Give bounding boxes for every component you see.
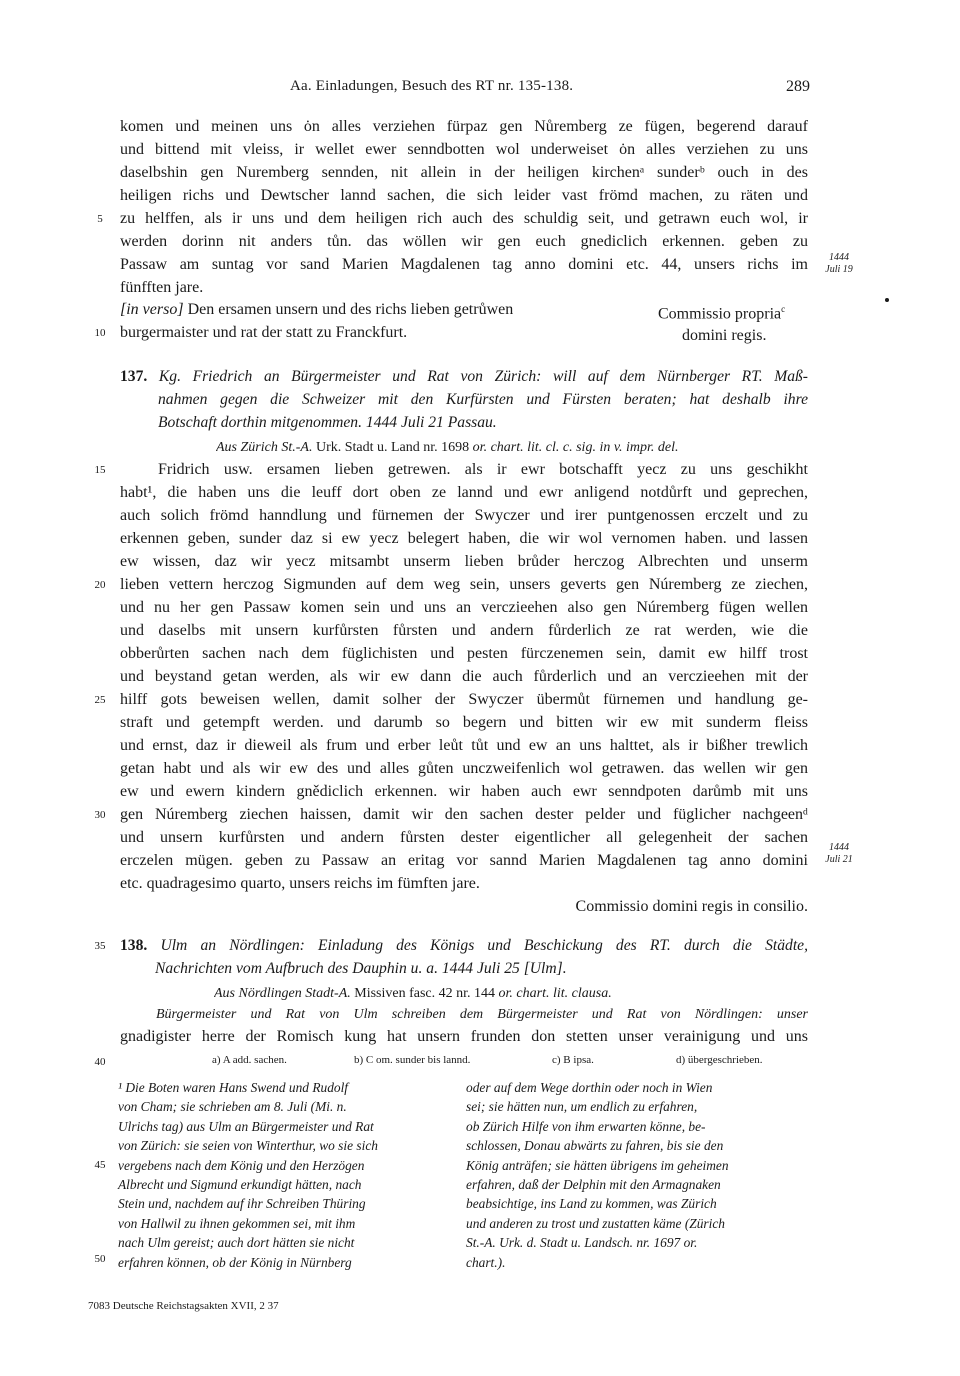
- footnote-line: Ulrichs tag) aus Ulm an Bürgermeister und Rat: [118, 1118, 374, 1134]
- source-line: [216, 440, 816, 456]
- margin-date: Juli 19: [825, 264, 853, 275]
- address-text: Den ersamen unsern und des richs lieben getrůwen: [187, 301, 514, 318]
- text-line: ew wissen, daz wir yecz mitsambt unserm lieben brůder herczog Albrechten und unserm: [120, 553, 808, 570]
- text-line: erkennen geben, sunder daz si ew yecz belegert haben, die wir wol vernomen haben. und lassen: [120, 530, 808, 547]
- text-line: und unsern kurfůrsten und andern fůrsten dester eigentlicher all gelegenheit der sachen: [120, 829, 808, 846]
- source-description: or. chart. lit. cl. c. sig. in v. impr. del.: [472, 440, 679, 455]
- footnote-line: Albrecht und Sigmund erkundigt hätten, nach: [118, 1177, 362, 1193]
- text-line: auch solich frömd hanndlung und fürnemen der Swyczer und irer puntgenossen erczelt und zu: [120, 507, 808, 524]
- margin-date-note: [814, 842, 864, 866]
- source-line: [214, 986, 814, 1002]
- line-number: 5: [97, 213, 103, 225]
- footnote-line: erfahren können, ob der König in Nürnberg: [118, 1254, 352, 1270]
- margin-date: Juli 21: [825, 854, 853, 865]
- regest-line: [120, 937, 808, 955]
- text-line: und daselbs mit unsern kurfůrsten fůrsten und andern fůrderlich ze rat werden, wie die: [120, 622, 808, 639]
- text-line: und bittend mit vleiss, ir wellet ewer senndbotten wol underweiset ȯn alles verziehen zu uns: [120, 141, 808, 158]
- line-number: 45: [94, 1159, 106, 1171]
- footnote-line: St.-A. Urk. d. Stadt u. Landsch. nr. 1697 or.: [466, 1235, 698, 1251]
- regest-line: [120, 368, 808, 386]
- footnote-line: ¹ Die Boten waren Hans Swend und Rudolf: [118, 1080, 349, 1095]
- text-line: getan habt und als wir ew des und alles gůten unczweifenlich wol getrawen. das wellen wir gen: [120, 760, 808, 777]
- footnote-line: oder auf dem Wege dorthin oder noch in Wien: [466, 1080, 713, 1095]
- footnote-line: sei; sie hätten nun, um endlich zu erfahren,: [466, 1099, 698, 1115]
- footnote-line: und anderen zu trost und zustatten käme (Zürich: [466, 1215, 725, 1231]
- text-line: ew und ewern kindern gnědiclich erkennen. wir haben auch ewr senndpoten darůmb mit uns: [120, 783, 808, 800]
- text-line: fünfften jare.: [120, 279, 204, 296]
- text-line: hilff gots beweisen wellen, damit solher der Swyczer übermůt fürnemen und handlung ge-: [120, 691, 808, 708]
- source-archive: Aus Nördlingen Stadt-A.: [214, 986, 351, 1001]
- line-number: 25: [94, 694, 106, 706]
- text-line: Passaw am suntag vor sand Marien Magdalenen tag anno domini etc. 44, unsers richs im: [120, 256, 808, 273]
- variant-note: c) B ipsa.: [552, 1054, 594, 1066]
- doc-number: 138.: [120, 937, 148, 954]
- regest-text: Kg. Friedrich an Bürgermeister und Rat von Zürich: will auf dem Nürnberger RT. Maß-: [158, 368, 808, 385]
- text-line: gen Núremberg ziechen haissen, damit wir den sachen dester pelder und füglicher nachgeenᵈ: [120, 806, 808, 823]
- source-archive: Aus Zürich St.-A.: [216, 440, 313, 455]
- source-shelfmark: Urk. Stadt u. Land nr. 1698: [315, 440, 470, 455]
- text-line: werden dorinn nit anders tůn. das wöllen wir gen euch gnediclich erkennen. geben zu: [120, 233, 808, 250]
- commissio-note: [658, 304, 818, 323]
- variant-note: a) A add. sachen.: [212, 1054, 287, 1066]
- margin-date-note: [814, 252, 864, 276]
- text-line: daselbshin gen Nuremberg sennden, nit allein in der heiligen kirchenᵃ sunderᵇ ouch in des: [120, 164, 808, 181]
- footnote-line: vergebens nach dem König und den Herzögen: [118, 1157, 365, 1173]
- variant-mark: c: [781, 304, 786, 314]
- text-line: und ernst, daz ir dieweil als frum und erber leůt tůt und ew an uns halttet, als ir bißher trewlich: [120, 737, 808, 754]
- footnote-line: erfahren, daß der Delphin mit den Armagnaken: [466, 1177, 721, 1193]
- footnote-line: beabsichtige, ins Land zu kommen, was Zürich: [466, 1196, 717, 1212]
- line-number: 10: [94, 327, 106, 339]
- text-line: erczelen mügen. geben zu Passaw an eritag vor sannd Marien Magdalenen tag anno domini: [120, 852, 808, 869]
- regest-line: Botschaft dorthin mitgenommen. 1444 Juli 21 Passau.: [158, 414, 497, 431]
- regest-line: nahmen gegen die Schweizer mit den Kurfürsten und Fürsten beraten; hat deshalb ihre: [158, 391, 808, 408]
- text-line: komen und meinen uns ȯn alles verziehen fürpaz gen Nůremberg ze fügen, begerend darauf: [120, 118, 808, 135]
- closing-formula: Commissio domini regis in consilio.: [575, 898, 808, 915]
- printer-imprint: 7083 Deutsche Reichstagsakten XVII, 2 37: [88, 1300, 279, 1312]
- footnote-line: ob Zürich Hilfe von ihm erwarten könne, be-: [466, 1118, 706, 1134]
- page-number: 289: [786, 78, 810, 95]
- text-line: habt¹, die haben uns die leuff dort oben ze lannd und ewr anligend notdůrft und geprechen,: [120, 484, 808, 501]
- doc-number: 137.: [120, 368, 148, 385]
- text-line: Fridrich usw. ersamen lieben getrewen. als ir ewr botschafft yecz zu uns geschikht: [158, 461, 808, 478]
- text-line: lieben vettern herczog Sigmunden auf dem weg sein, unsers geverts gen Núremberg ze ziechen,: [120, 576, 808, 593]
- footnote-line: von Cham; sie schrieben am 8. Juli (Mi. n.: [118, 1099, 347, 1115]
- line-number: 40: [94, 1056, 106, 1068]
- text-line: zu helffen, als ir uns und dem heiligen rich auch des schuldig seit, und getrawn euch wol, ir: [120, 210, 808, 227]
- variant-note: b) C om. sunder bis lannd.: [354, 1054, 471, 1066]
- text-line: etc. quadragesimo quarto, unsers reichs im fümften jare.: [120, 875, 480, 892]
- regest-text: Ulm an Nördlingen: Einladung des Königs und Beschickung des RT. durch die Städte,: [160, 937, 808, 954]
- in-verso-label: [in verso]: [120, 301, 184, 318]
- footnote-line: von Zürich: sie seien von Winterthur, wo sie sich: [118, 1138, 378, 1154]
- address-line: burgermaister und rat der statt zu Franckfurt.: [120, 324, 408, 341]
- running-header: [290, 78, 810, 100]
- text-line: und nu her gen Passaw komen sein und uns an verczieehen also gen Núremberg fügen wellen: [120, 599, 808, 616]
- source-description: or. chart. lit. clausa.: [498, 986, 612, 1001]
- variant-note: d) übergeschrieben.: [676, 1054, 763, 1066]
- line-number: 20: [94, 579, 106, 591]
- address-line: [120, 301, 600, 319]
- text-line: gnadigister herre der Romisch kung hat unsern frunden don stetten unser verainigung und uns: [120, 1028, 808, 1045]
- line-number: 15: [94, 464, 106, 476]
- line-number: 35: [94, 940, 106, 952]
- running-title: Aa. Einladungen, Besuch des RT nr. 135-138.: [290, 78, 574, 94]
- footnote-left-column: [118, 1078, 450, 1272]
- margin-year: 1444: [829, 842, 849, 853]
- text-line: straft und getempft werden. und darumb so begern und bitten wir ew mit sunderm fleiss: [120, 714, 808, 731]
- footnote-line: schlossen, Donau abwärts zu fahren, bis sie den: [466, 1138, 724, 1154]
- regest-line: Nachrichten vom Aufbruch des Dauphin u. a. 1444 Juli 25 [Ulm].: [155, 960, 567, 977]
- footnote-right-column: [466, 1078, 798, 1272]
- text-line: obberůrten sachen nach dem füglichisten und pesten fürczenemen sein, damit ew hilff trost: [120, 645, 808, 662]
- source-shelfmark: Missiven fasc. 42 nr. 144: [354, 986, 496, 1001]
- line-number: 30: [94, 809, 106, 821]
- footnote-line: von Hallwil zu ihnen gekommen sei, mit ihm: [118, 1215, 356, 1231]
- footnote-line: chart.).: [466, 1254, 506, 1270]
- text-line: Bürgermeister und Rat von Ulm schreiben dem Bürgermeister und Rat von Nördlingen: unser: [156, 1007, 808, 1022]
- footnote-line: nach Ulm gereist; auch dort hätten sie nicht: [118, 1235, 355, 1251]
- line-number: 50: [94, 1253, 106, 1265]
- variant-notes: [120, 1054, 808, 1070]
- margin-dot: [885, 298, 889, 302]
- commissio-text: Commissio propria: [658, 305, 782, 323]
- text-line: und beystand getan werden, als wir ew dann die auch fůrderlich und an verczieehen mit der: [120, 668, 808, 685]
- margin-year: 1444: [829, 252, 849, 263]
- text-line: heiligen richs und Dewtscher lannd sachen, die sich leider vast frömd machen, zu räten und: [120, 187, 808, 204]
- commissio-note: domini regis.: [682, 327, 767, 344]
- footnote-line: König anträfen; sie hätten übrigens im geheimen: [466, 1157, 729, 1173]
- footnote-line: Stein und, nachdem auf ihr Schreiben Thüring: [118, 1196, 366, 1212]
